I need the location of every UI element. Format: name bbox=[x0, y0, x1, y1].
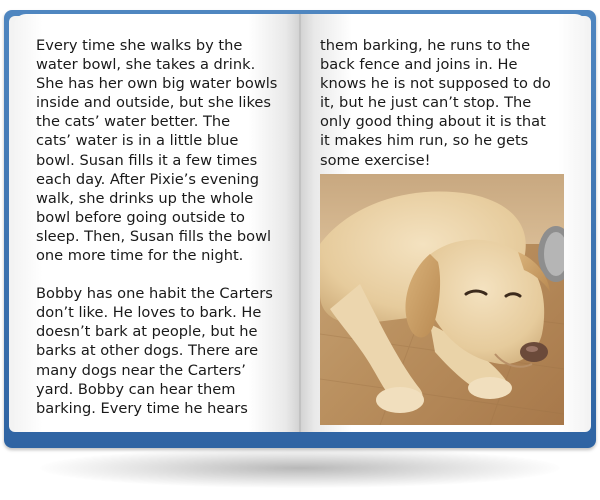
dog-illustration-icon bbox=[320, 174, 564, 425]
book-spine bbox=[299, 14, 301, 432]
left-page-text bbox=[36, 36, 298, 418]
right-page-text bbox=[320, 36, 582, 170]
book-shadow bbox=[40, 448, 560, 488]
left-paragraph-2: Bobby has one habit the Carters don’t like. He loves to bark. He doesn’t bark at people, but he barks at other dogs. There are many dogs near the Carters’ yard. Bobby can hear them barking. Every time he hears bbox=[36, 285, 273, 417]
right-paragraph-1: them barking, he runs to the back fence and joins in. He knows he is not supposed to do it, but he just can’t stop. The only good thing about it is that it makes him run, so he gets some exercise! bbox=[320, 37, 551, 169]
left-paragraph-1: Every time she walks by the water bowl, she takes a drink. She has her own big water bowls inside and outside, but she likes the cats’ water better. The cats’ water is in a little blue bowl. Susan fills it a few times each day. After Pixie’s evening walk, she drinks up the whole bowl before going outside to sleep. Then, Susan fills the bowl one more time for the night. bbox=[36, 37, 278, 265]
right-page bbox=[300, 14, 587, 432]
dog-photo bbox=[320, 174, 564, 425]
left-page bbox=[14, 14, 300, 432]
